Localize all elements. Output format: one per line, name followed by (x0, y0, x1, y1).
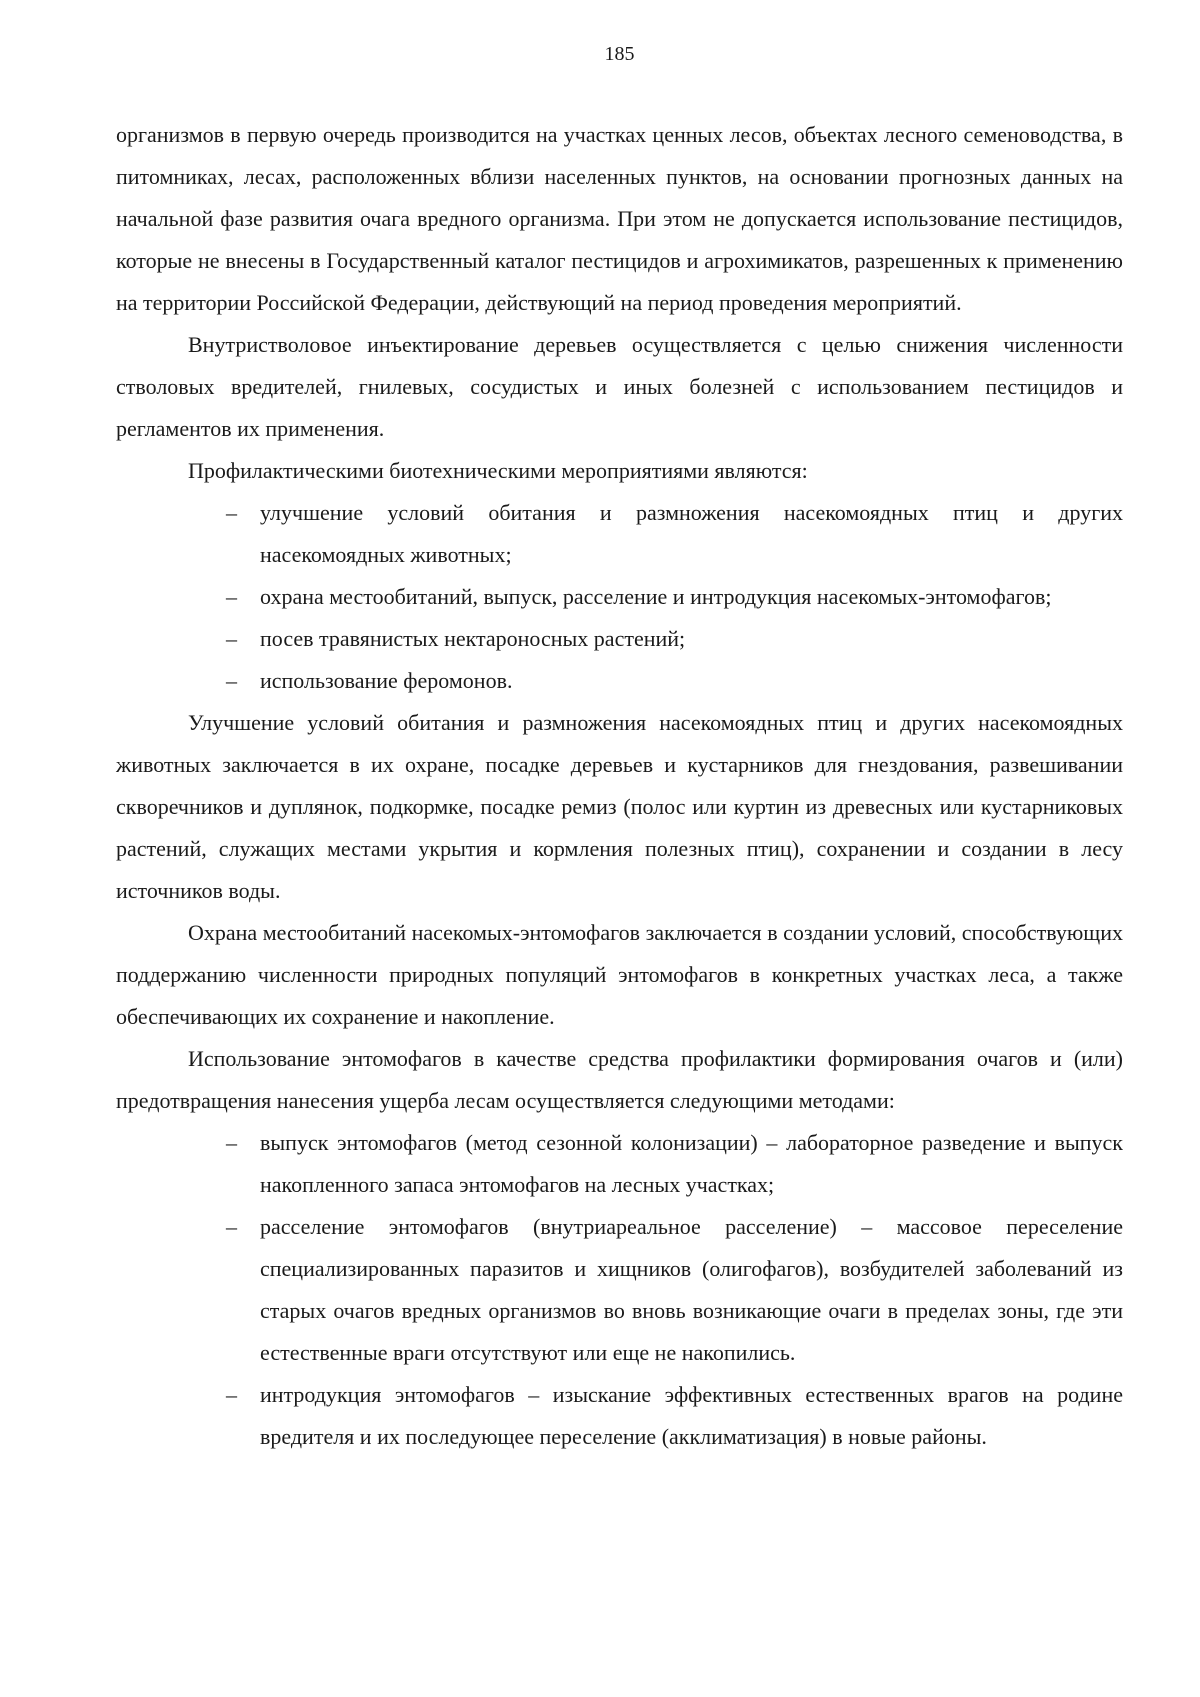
list-item (226, 492, 1123, 576)
list-item (226, 618, 1123, 660)
document-body (116, 114, 1123, 1458)
dash-bullet: – (226, 1214, 237, 1239)
dash-bullet: – (226, 668, 237, 693)
page-number: 185 (604, 43, 635, 65)
paragraph-continuation: организмов в первую очередь производится на участках ценных лесов, объектах лесного семеноводства, в питомниках, лесах, расположенных вблизи населенных пунктов, на основании прогнозных данных на начальной фазе развития очага вредного организма. При этом не допускается использование пестицидов, которые не внесены в Государственный каталог пестицидов и агрохимикатов, разрешенных к применению на территории Российской Федерации, действующий на период проведения мероприятий. (116, 122, 1123, 315)
list-item-text: интродукция энтомофагов – изыскание эффективных естественных врагов на родине вредителя и их последующее переселение (акклиматизация) в новые районы. (260, 1382, 1123, 1449)
paragraph-entomophage-methods-intro: Использование энтомофагов в качестве средства профилактики формирования очагов и (или) предотвращения нанесения ущерба лесам осуществляется следующими методами: (116, 1046, 1123, 1113)
list-item-text: улучшение условий обитания и размножения насекомоядных птиц и других насекомоядных животных; (260, 500, 1123, 567)
biotechnical-measures-list (116, 492, 1123, 702)
dash-bullet: – (226, 500, 237, 525)
list-item (226, 1206, 1123, 1374)
list-item (226, 660, 1123, 702)
list-item-text: охрана местообитаний, выпуск, расселение и интродукция насекомых-энтомофагов; (260, 584, 1052, 609)
paragraph-entomophage-protection: Охрана местообитаний насекомых-энтомофагов заключается в создании условий, способствующих поддержанию численности природных популяций энтомофагов в конкретных участках леса, а также обеспечивающих их сохранение и накопление. (116, 920, 1123, 1029)
list-item (226, 576, 1123, 618)
dash-bullet: – (226, 626, 237, 651)
list-item-text: расселение энтомофагов (внутриареальное расселение) – массовое переселение специализированных паразитов и хищников (олигофагов), возбудителей заболеваний из старых очагов вредных организмов во вновь возникающие очаги в пределах зоны, где эти естественные враги отсутствуют или еще не накопились. (260, 1214, 1123, 1365)
dash-bullet: – (226, 1130, 237, 1155)
paragraph-bird-habitat: Улучшение условий обитания и размножения насекомоядных птиц и других насекомоядных животных заключается в их охране, посадке деревьев и кустарников для гнездования, развешивании скворечников и дуплянок, подкормке, посадке ремиз (полос или куртин из древесных или кустарниковых растений, служащих местами укрытия и кормления полезных птиц), сохранении и создании в лесу источников воды. (116, 710, 1123, 903)
list-item-text: выпуск энтомофагов (метод сезонной колонизации) – лабораторное разведение и выпуск накопленного запаса энтомофагов на лесных участках; (260, 1130, 1123, 1197)
list-item (226, 1374, 1123, 1458)
dash-bullet: – (226, 1382, 237, 1407)
paragraph-biotechnical-intro: Профилактическими биотехническими мероприятиями являются: (188, 458, 808, 483)
list-item (226, 1122, 1123, 1206)
entomophage-methods-list (116, 1122, 1123, 1458)
list-item-text: посев травянистых нектароносных растений; (260, 626, 686, 651)
dash-bullet: – (226, 584, 237, 609)
paragraph-injection: Внутристволовое инъектирование деревьев осуществляется с целью снижения численности стволовых вредителей, гнилевых, сосудистых и иных болезней с использованием пестицидов и регламентов их применения. (116, 332, 1123, 441)
list-item-text: использование феромонов. (260, 668, 513, 693)
